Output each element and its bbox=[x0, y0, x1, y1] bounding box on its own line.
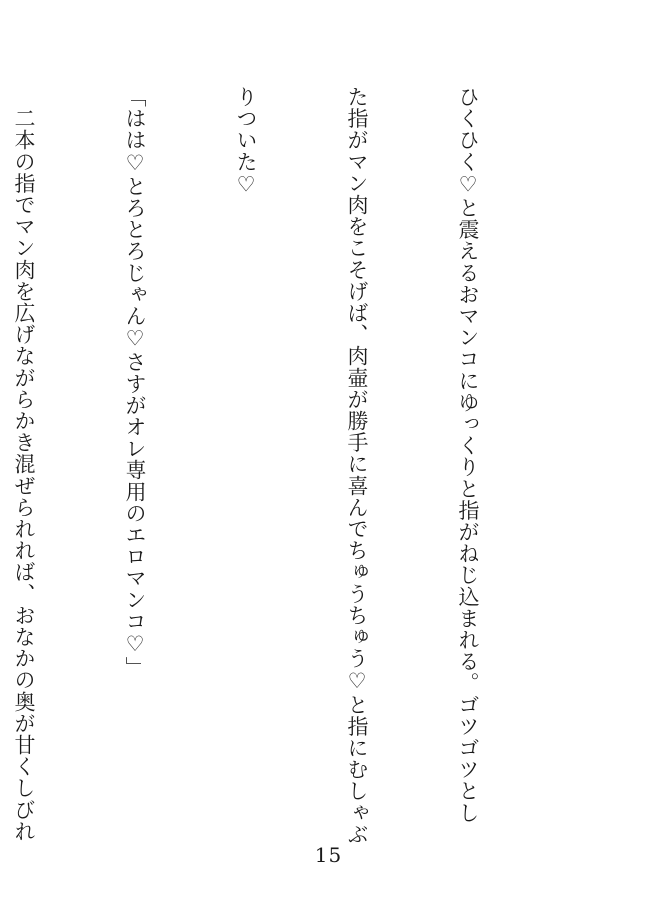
text-line: ひくひく♡と震えるおマンコにゆっくりと指がねじ込まれる。ゴツゴツとし bbox=[456, 86, 480, 824]
text-line: た指がマン肉をこそげば、肉壷が勝手に喜んでちゅうちゅう♡と指にむしゃぶ bbox=[345, 86, 369, 845]
text-line: りついた♡ bbox=[234, 86, 258, 197]
page-number: 15 bbox=[314, 843, 343, 867]
vertical-text-body bbox=[12, 86, 560, 845]
text-line: 二本の指でマン肉を広げながらかき混ぜられれば、おなかの奥が甘くしびれ bbox=[12, 86, 36, 842]
text-line: 「はは♡とろとろじゃん♡さすがオレ専用のエロマンコ♡」 bbox=[123, 86, 147, 679]
